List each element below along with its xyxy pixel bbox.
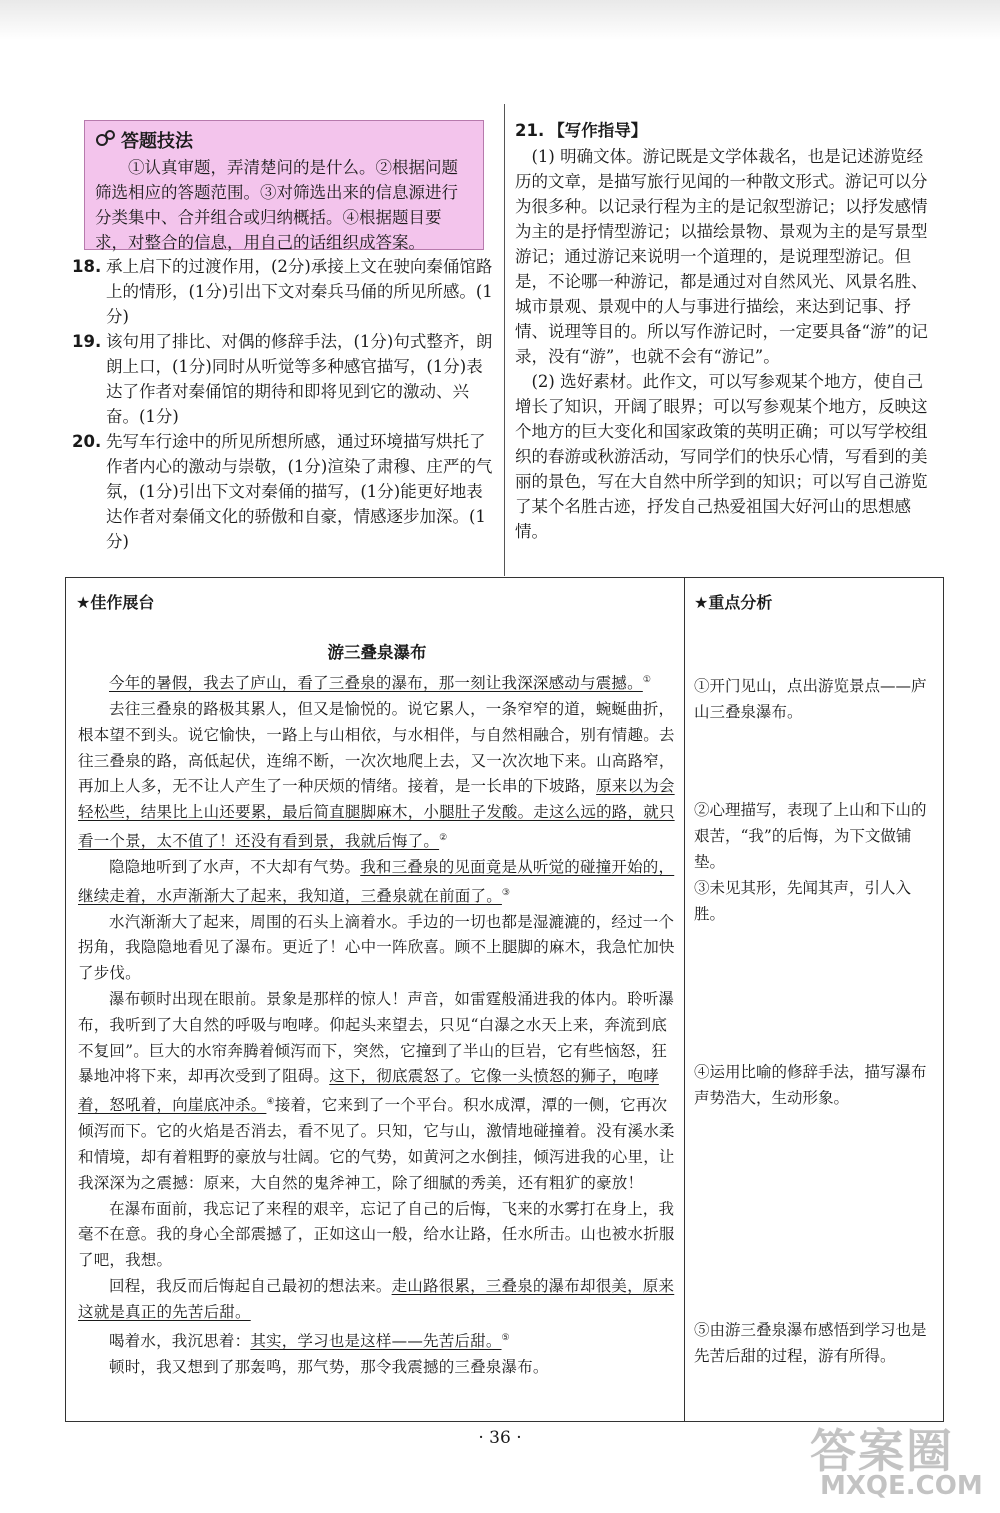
tip-text: ①认真审题，弄清楚问的是什么。②根据问题筛选相应的答题范围。③对筛选出来的信息源进行分类集中、合并组合或归纳概括。④根据题目要求，对整合的信息，用自己的话组织成答案。 xyxy=(95,158,458,252)
analysis-note: ②心理描写，表现了上山和下山的艰苦，“我”的后悔，为下文做铺垫。 xyxy=(694,801,927,871)
essay-paragraph: 隐隐地听到了水声，不大却有气势。我和三叠泉的见面竟是从听觉的碰撞开始的，继续走着，水声渐渐大了起来，我知道，三叠泉就在前面了。③ xyxy=(78,857,675,905)
answer-text: 承上启下的过渡作用，(2分)承接上文在驶向秦俑馆路上的情形，(1分)引出下文对秦兵马俑的所见所感。(1分) xyxy=(106,257,493,326)
analysis-note: ⑤由游三叠泉瀑布感悟到学习也是先苦后甜的过程，游有所得。 xyxy=(694,1321,927,1365)
essay-section-label: ★佳作展台 xyxy=(76,593,155,612)
analysis-note: ①开门见山，点出游览景点——庐山三叠泉瀑布。 xyxy=(694,677,927,721)
essay-paragraph: 今年的暑假，我去了庐山，看了三叠泉的瀑布，那一刻让我深深感动与震撼。① xyxy=(109,674,652,693)
essay-paragraph: 瀑布顿时出现在眼前。景象是那样的惊人！声音，如雷霆般涌进我的体内。聆听瀑布，我听到了大自然的呼吸与咆哮。仰起头来望去，只见“白瀑之水天上来，奔流到底不复回”。巨大的水帘奔腾着倾泻而下，突然，它撞到了半山的巨岩，它有些恼怒，狂暴地冲将下来，却再次受到了阻碍。这下，彻底震怒了。它像一头愤怒的狮子，咆哮着，怒吼着，向崖底冲杀。④接着，它来到了一个平台。积水成潭，潭的一侧，它再次倾泻而下。它的火焰是否消去，看不见了。只知，它与山，激情地碰撞着。没有溪水柔和情境，却有着粗野的豪放与壮阔。它的气势，如黄河之水倒挂，倾泻进我的心里，让我深深为之震撼：原来，大自然的鬼斧神工，除了细腻的秀美，还有粗犷的豪放！ xyxy=(78,990,675,1192)
answer-tips-box xyxy=(84,120,484,250)
tip-title: 答题技法 xyxy=(95,127,473,153)
essay-paragraph: 在瀑布面前，我忘记了来程的艰辛，忘记了自己的后悔，飞来的水雾打在身上，我毫不在意。我的身心全部震撼了，正如这山一般，给水让路，任水所击。山也被水折服了吧，我想。 xyxy=(78,1199,675,1270)
scan-edge xyxy=(0,0,1000,40)
analysis-section-label: ★重点分析 xyxy=(694,593,773,612)
model-essay-box xyxy=(65,577,944,1422)
analysis-note: ④运用比喻的修辞手法，描写瀑布声势浩大，生动形象。 xyxy=(694,1063,927,1107)
answer-number: 19. xyxy=(72,332,102,351)
writing-guide-paragraph: (2) 选好素材。此作文，可以写参观某个地方，使自己增长了知识，开阔了眼界；可以写参观某个地方，反映这个地方的巨大变化和国家政策的英明正确；可以写学校组织的春游或秋游活动，写同学们的快乐心情，写看到的美丽的景色，写在大自然中所学到的知识；可以写自己游览了某个名胜古迹，抒发自己热爱祖国大好河山的思想感情。 xyxy=(515,372,928,541)
essay-paragraph: 回程，我反而后悔起自己最初的想法来。走山路很累，三叠泉的瀑布却很美，原来这就是真正的先苦后甜。 xyxy=(78,1276,675,1321)
essay-paragraph: 喝着水，我沉思着：其实，学习也是这样——先苦后甜。⑤ xyxy=(109,1331,510,1350)
writing-guide-heading: 21. 【写作指导】 xyxy=(515,121,648,140)
writing-guide-paragraph: (1) 明确文体。游记既是文学体裁名，也是记述游览经历的文章，是描写旅行见闻的一种散文形式。游记可以分为很多种。以记录行程为主的是记叙型游记；以抒发感情为主的是抒情型游记；以描绘景物、景观为主的是写景型游记；通过游记来说明一个道理的，是说理型游记。但是，不论哪一种游记，都是通过对自然风光、风景名胜、城市景观、景观中的人与事进行描绘，来达到记事、抒情、说理等目的。所以写作游记时，一定要具备“游”的记录，没有“游”，也就不会有“游记”。 xyxy=(515,147,928,366)
answer-number: 20. xyxy=(72,432,102,451)
essay-paragraph: 顿时，我又想到了那轰鸣，那气势，那令我震撼的三叠泉瀑布。 xyxy=(109,1357,549,1376)
writing-guide xyxy=(515,104,935,544)
essay-paragraph: 水汽渐渐大了起来，周围的石头上滴着水。手边的一切也都是湿漉漉的，经过一个拐角，我隐隐地看见了瀑布。更近了！心中一阵欣喜。顾不上腿脚的麻木，我急忙加快了步伐。 xyxy=(78,912,675,983)
page-number: · 36 · xyxy=(478,1428,522,1448)
analysis-note: ③未见其形，先闻其声，引人入胜。 xyxy=(694,879,912,923)
answer-text: 该句用了排比、对偶的修辞手法，(1分)句式整齐，朗朗上口，(1分)同时从听觉等多种感官描写，(1分)表达了作者对秦俑馆的期待和即将见到它的激动、兴奋。(1分) xyxy=(106,332,493,426)
answer-item xyxy=(72,329,494,429)
answer-text: 先写车行途中的所见所想所感，通过环境描写烘托了作者内心的激动与崇敬，(1分)渲染了肃穆、庄严的气氛，(1分)引出下文对秦俑的描写，(1分)能更好地表达作者对秦俑文化的骄傲和自豪，情感逐步加深。(1分) xyxy=(106,432,493,551)
left-column xyxy=(72,104,505,576)
essay-body xyxy=(78,640,676,1380)
gear-icon xyxy=(95,129,117,152)
answer-number: 18. xyxy=(72,257,102,276)
answer-item xyxy=(72,429,494,554)
watermark-logo: 答案圈 MXQE.COM xyxy=(810,1424,983,1501)
answer-item xyxy=(72,254,494,329)
essay-title: 游三叠泉瀑布 xyxy=(327,643,427,662)
essay-paragraph: 去往三叠泉的路极其累人，但又是愉悦的。说它累人，一条窄窄的道，蜿蜒曲折，根本望不到头。说它愉快，一路上与山相依，与水相伴，与自然相融合，别有情趣。去往三叠泉的路，高低起伏，连绵不断，一次次地爬上去，又一次次地下来。山高路窄，再加上人多，无不让人产生了一种厌烦的情绪。接着，是一长串的下坡路，原来以为会轻松些，结果比上山还要累，最后简直腿脚麻木，小腿肚子发酸。走这么远的路，就只看一个景，太不值了！还没有看到景，我就后悔了。② xyxy=(78,699,675,851)
answer-list xyxy=(72,254,494,554)
column-divider xyxy=(684,578,685,1421)
